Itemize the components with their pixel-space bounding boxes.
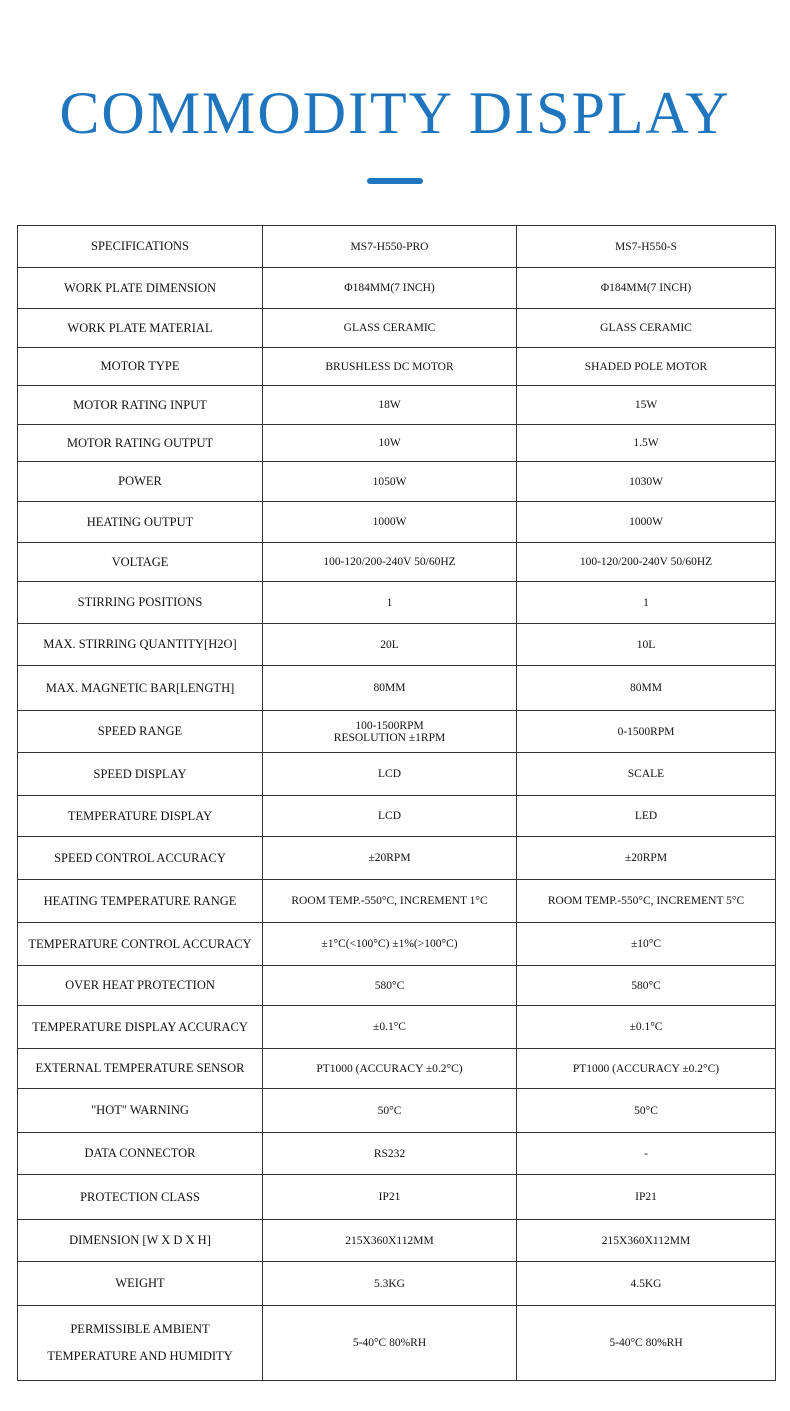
row-label: POWER	[18, 462, 263, 502]
table-row	[18, 1133, 776, 1175]
row-label: MOTOR TYPE	[18, 348, 263, 386]
row-label: WEIGHT	[18, 1262, 263, 1306]
row-label: WORK PLATE MATERIAL	[18, 309, 263, 348]
s-value: 1030W	[517, 462, 776, 502]
table-row	[18, 309, 776, 348]
row-label: MAX. STIRRING QUANTITY[H2O]	[18, 624, 263, 666]
table-row	[18, 1306, 776, 1381]
row-label: VOLTAGE	[18, 543, 263, 582]
s-value: 1.5W	[517, 425, 776, 462]
pro-value: 1050W	[263, 462, 517, 502]
table-header-row	[18, 226, 776, 268]
pro-value: 10W	[263, 425, 517, 462]
s-value: GLASS CERAMIC	[517, 309, 776, 348]
s-value: 215X360X112MM	[517, 1220, 776, 1262]
pro-value: 5.3KG	[263, 1262, 517, 1306]
pro-value: 100-120/200-240V 50/60HZ	[263, 543, 517, 582]
pro-value: LCD	[263, 796, 517, 837]
pro-value: IP21	[263, 1175, 517, 1220]
pro-value: LCD	[263, 753, 517, 796]
page-title: COMMODITY DISPLAY	[59, 80, 731, 146]
row-label: WORK PLATE DIMENSION	[18, 268, 263, 309]
s-value: PT1000 (ACCURACY ±0.2°C)	[517, 1049, 776, 1089]
s-value: 5-40°C 80%RH	[517, 1306, 776, 1381]
pro-value: 20L	[263, 624, 517, 666]
pro-value: GLASS CERAMIC	[263, 309, 517, 348]
pro-value: 5-40°C 80%RH	[263, 1306, 517, 1381]
row-label: DATA CONNECTOR	[18, 1133, 263, 1175]
row-label: SPEED RANGE	[18, 711, 263, 753]
pro-value: RS232	[263, 1133, 517, 1175]
table-row	[18, 1175, 776, 1220]
s-value: -	[517, 1133, 776, 1175]
pro-value: ±0.1°C	[263, 1006, 517, 1049]
row-label: TEMPERATURE DISPLAY	[18, 796, 263, 837]
row-label: OVER HEAT PROTECTION	[18, 966, 263, 1006]
row-label: MOTOR RATING OUTPUT	[18, 425, 263, 462]
row-label: EXTERNAL TEMPERATURE SENSOR	[18, 1049, 263, 1089]
s-value: ±0.1°C	[517, 1006, 776, 1049]
pro-value: PT1000 (ACCURACY ±0.2°C)	[263, 1049, 517, 1089]
table-row	[18, 624, 776, 666]
pro-value: 80MM	[263, 666, 517, 711]
s-value: 80MM	[517, 666, 776, 711]
s-value: 1	[517, 582, 776, 624]
s-value: ±10°C	[517, 923, 776, 966]
s-value: LED	[517, 796, 776, 837]
table-row	[18, 966, 776, 1006]
s-value: ±20RPM	[517, 837, 776, 880]
pro-value: 215X360X112MM	[263, 1220, 517, 1262]
pro-value: BRUSHLESS DC MOTOR	[263, 348, 517, 386]
table-row	[18, 880, 776, 923]
s-value: 1000W	[517, 502, 776, 543]
pro-value: 18W	[263, 386, 517, 425]
row-label: STIRRING POSITIONS	[18, 582, 263, 624]
table-row	[18, 666, 776, 711]
table-row	[18, 923, 776, 966]
table-row	[18, 1049, 776, 1089]
pro-value: 100-1500RPM RESOLUTION ±1RPM	[263, 711, 517, 753]
s-value: SCALE	[517, 753, 776, 796]
row-label: HEATING TEMPERATURE RANGE	[18, 880, 263, 923]
specifications-table	[17, 225, 776, 1381]
pro-value: ±20RPM	[263, 837, 517, 880]
row-label: PERMISSIBLE AMBIENT TEMPERATURE AND HUMIDITY	[18, 1306, 263, 1381]
s-value: 15W	[517, 386, 776, 425]
row-label: SPEED CONTROL ACCURACY	[18, 837, 263, 880]
table-row	[18, 582, 776, 624]
row-label: SPECIFICATIONS	[18, 226, 263, 268]
table-row	[18, 1006, 776, 1049]
s-value: 100-120/200-240V 50/60HZ	[517, 543, 776, 582]
row-label: TEMPERATURE DISPLAY ACCURACY	[18, 1006, 263, 1049]
pro-value: 580°C	[263, 966, 517, 1006]
table-row	[18, 837, 776, 880]
table-row	[18, 1262, 776, 1306]
pro-value: 1000W	[263, 502, 517, 543]
s-value: 50°C	[517, 1089, 776, 1133]
table-row	[18, 425, 776, 462]
title-underline	[367, 178, 423, 184]
row-label: TEMPERATURE CONTROL ACCURACY	[18, 923, 263, 966]
table-row	[18, 462, 776, 502]
table-row	[18, 386, 776, 425]
table-row	[18, 543, 776, 582]
table-row	[18, 711, 776, 753]
pro-value: 50°C	[263, 1089, 517, 1133]
pro-value: MS7-H550-PRO	[263, 226, 517, 268]
s-value: 4.5KG	[517, 1262, 776, 1306]
pro-value: Φ184MM(7 INCH)	[263, 268, 517, 309]
table-row	[18, 502, 776, 543]
row-label: SPEED DISPLAY	[18, 753, 263, 796]
pro-value: ±1°C(<100°C) ±1%(>100°C)	[263, 923, 517, 966]
row-label: HEATING OUTPUT	[18, 502, 263, 543]
table-row	[18, 1220, 776, 1262]
table-row	[18, 268, 776, 309]
s-value: Φ184MM(7 INCH)	[517, 268, 776, 309]
row-label: "HOT" WARNING	[18, 1089, 263, 1133]
pro-value: ROOM TEMP.-550°C, INCREMENT 1°C	[263, 880, 517, 923]
row-label: PROTECTION CLASS	[18, 1175, 263, 1220]
row-label: DIMENSION [W X D X H]	[18, 1220, 263, 1262]
s-value: 10L	[517, 624, 776, 666]
row-label: MOTOR RATING INPUT	[18, 386, 263, 425]
table-row	[18, 753, 776, 796]
table-row	[18, 348, 776, 386]
s-value: 0-1500RPM	[517, 711, 776, 753]
s-value: MS7-H550-S	[517, 226, 776, 268]
pro-value: 1	[263, 582, 517, 624]
s-value: 580°C	[517, 966, 776, 1006]
s-value: ROOM TEMP.-550°C, INCREMENT 5°C	[517, 880, 776, 923]
s-value: SHADED POLE MOTOR	[517, 348, 776, 386]
s-value: IP21	[517, 1175, 776, 1220]
table-row	[18, 1089, 776, 1133]
row-label: MAX. MAGNETIC BAR[LENGTH]	[18, 666, 263, 711]
table-row	[18, 796, 776, 837]
